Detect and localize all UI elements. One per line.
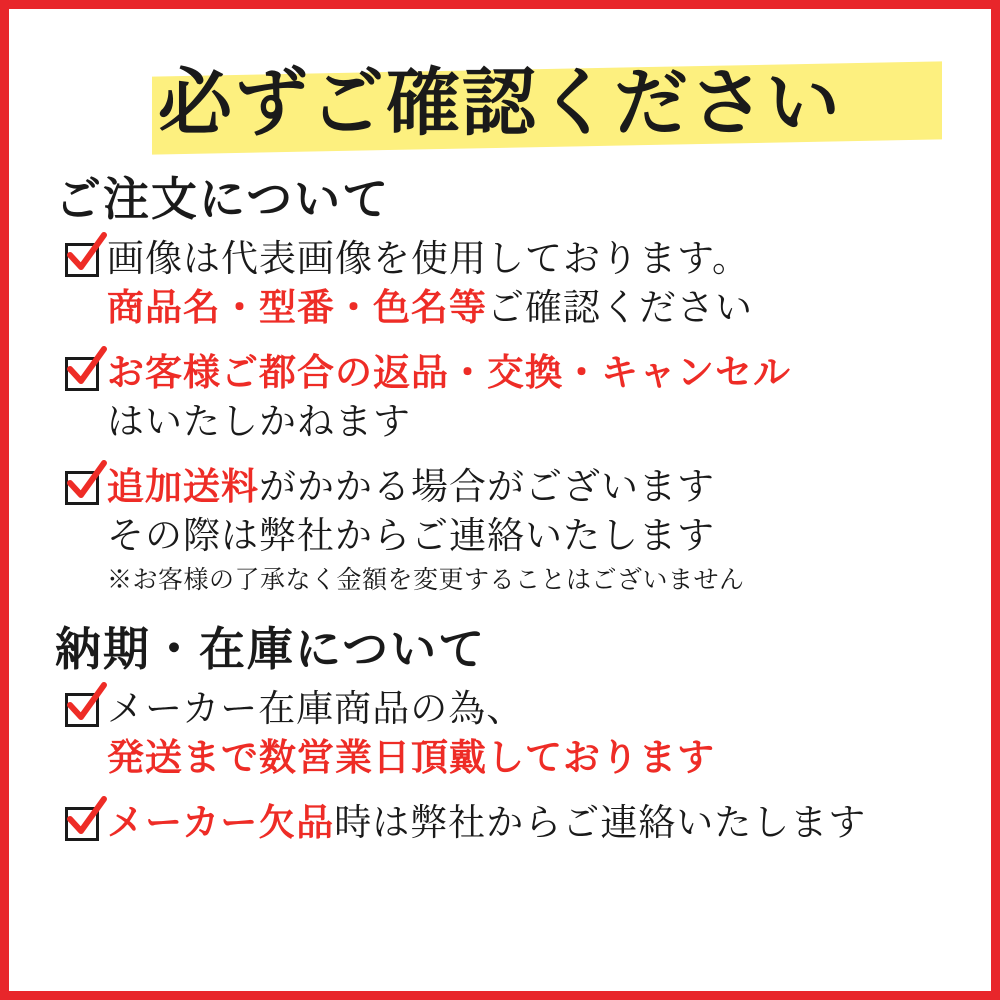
checklist-item <box>65 463 953 599</box>
checklist-line <box>107 685 953 734</box>
plain-text: メーカー在庫商品の為、 <box>107 689 525 730</box>
border-top <box>0 0 1000 9</box>
checklist-line <box>107 284 953 333</box>
checklist-line <box>107 799 953 848</box>
checklist-item-text <box>107 685 953 783</box>
checklist-item <box>65 235 953 333</box>
checkmark-icon <box>65 243 99 277</box>
checklist-item <box>65 349 953 447</box>
page-title <box>47 49 953 161</box>
checklist-item-text <box>107 799 953 848</box>
plain-text: はいたしかねます <box>107 402 411 443</box>
checklist-item-text <box>107 463 953 599</box>
plain-text: ご確認ください <box>487 288 753 329</box>
emphasis-text: メーカー欠品 <box>107 803 335 844</box>
border-bottom <box>0 991 1000 1000</box>
sections-container <box>47 171 953 848</box>
emphasis-text: 追加送料 <box>107 467 259 508</box>
border-left <box>0 0 9 1000</box>
checkmark-icon <box>65 807 99 841</box>
checklist-line <box>107 734 953 783</box>
checklist-line <box>107 235 953 284</box>
checklist-line <box>107 512 953 561</box>
checklist-item <box>65 799 953 848</box>
checklist-line <box>107 349 953 398</box>
plain-text: 画像は代表画像を使用しております。 <box>107 239 751 280</box>
checklist-line <box>107 398 953 447</box>
plain-text: がかかる場合がございます <box>259 467 715 508</box>
plain-text: その際は弊社からご連絡いたします <box>107 516 715 557</box>
checklist-line <box>107 463 953 512</box>
checklist-item <box>65 685 953 783</box>
emphasis-text: お客様ご都合の返品・交換・キャンセル <box>107 353 791 394</box>
emphasis-text: 発送まで数営業日頂戴しております <box>107 738 715 779</box>
section-heading: ご注文について <box>55 174 391 225</box>
plain-text: 時は弊社からご連絡いたします <box>334 803 867 844</box>
emphasis-text: 商品名・型番・色名等 <box>107 288 487 329</box>
checklist-item-text <box>107 349 953 447</box>
checkmark-icon <box>65 471 99 505</box>
checkmark-icon <box>65 357 99 391</box>
border-right <box>991 0 1000 1000</box>
checkmark-icon <box>65 693 99 727</box>
checklist-note: ※お客様の了承なく金額を変更することはございません <box>107 567 745 594</box>
checklist-item-text <box>107 235 953 333</box>
section-heading: 納期・在庫について <box>55 624 487 675</box>
title-text: 必ずご確認ください <box>158 63 842 145</box>
notice-sheet <box>9 9 991 991</box>
